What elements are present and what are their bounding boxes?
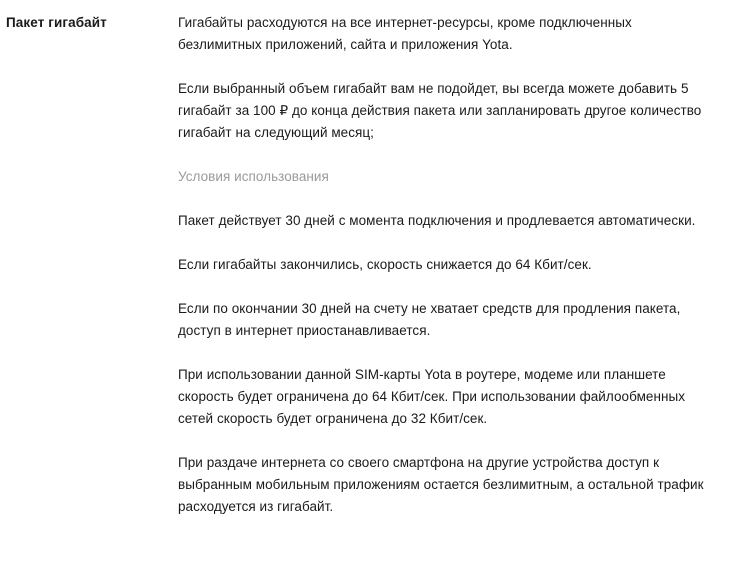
term-speed-limit-after-depletion: Если гигабайты закончились, скорость снижается до 64 Кбит/сек. xyxy=(178,257,592,272)
paragraph-extra-gigabytes: Если выбранный объем гигабайт вам не подойдет, вы всегда можете добавить 5 гигабайт за 100 ₽ до конца действия пакета или запланировать другое количество гигабайт на следующий месяц; xyxy=(178,81,702,140)
section-body xyxy=(178,12,744,518)
gigabyte-package-section xyxy=(0,12,744,518)
term-insufficient-funds: Если по окончании 30 дней на счету не хватает средств для продления пакета, доступ в интернет приостанавливается. xyxy=(178,301,681,338)
terms-subheading: Условия использования xyxy=(178,169,329,184)
term-router-modem-tablet: При использовании данной SIM-карты Yota в роутере, модеме или планшете скорость будет ограничена до 64 Кбит/сек. При использовании файлообменных сетей скорость будет ограничена до 32 Кбит/сек. xyxy=(178,367,686,426)
term-tethering: При раздаче интернета со своего смартфона на другие устройства доступ к выбранным мобильным приложениям остается безлимитным, а остальной трафик расходуется из гигабайт. xyxy=(178,455,704,514)
paragraph-usage: Гигабайты расходуются на все интернет-ресурсы, кроме подключенных безлимитных приложений, сайта и приложения Yota. xyxy=(178,15,632,52)
section-title: Пакет гигабайт xyxy=(6,15,107,30)
term-validity-period: Пакет действует 30 дней с момента подключения и продлевается автоматически. xyxy=(178,213,696,228)
